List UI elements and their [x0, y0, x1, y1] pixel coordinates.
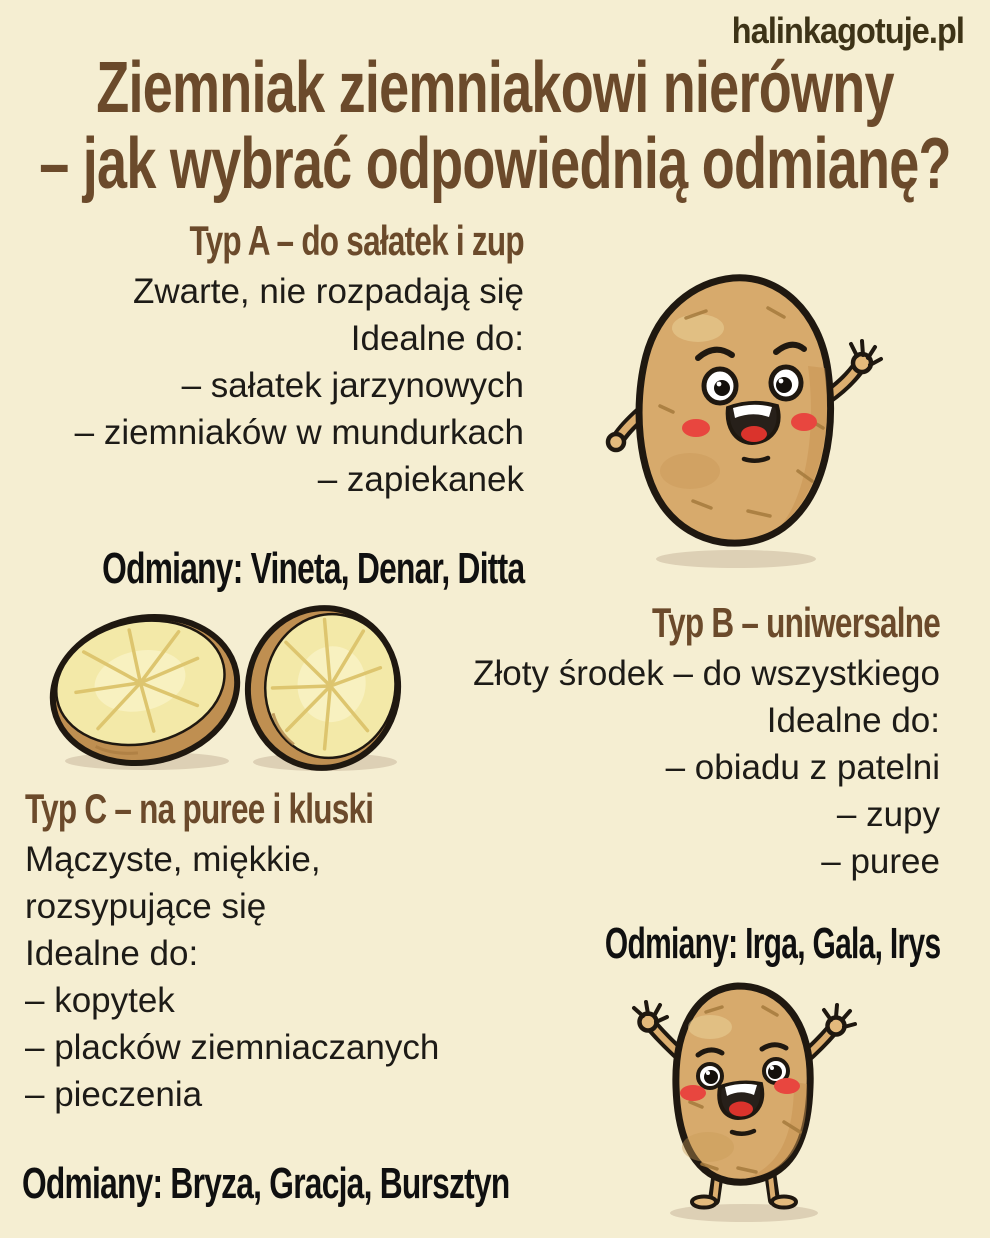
potato-halves-illustration — [25, 600, 420, 780]
typ-c-line: – pieczenia — [25, 1075, 203, 1114]
tongue — [729, 1102, 753, 1117]
typ-b-heading: Typ B – uniwersalne — [652, 599, 940, 646]
typ-a-line: – zapiekanek — [317, 460, 524, 499]
potato-shadow — [656, 550, 816, 568]
typ-a-line: – sałatek jarzynowych — [181, 366, 524, 405]
typ-c-body — [25, 836, 585, 1118]
typ-c-line: Mączyste, miękkie, — [25, 840, 321, 879]
typ-a-line: Idealne do: — [350, 319, 524, 358]
section-typ-c — [25, 785, 585, 1118]
page-title-line-2: – jak wybrać odpowiednią odmianę? — [39, 124, 951, 204]
typ-b-line: Idealne do: — [766, 701, 940, 740]
right-cheek — [774, 1078, 800, 1094]
potato-left-hand — [608, 434, 624, 450]
left-cheek — [682, 419, 710, 437]
site-logo — [706, 10, 964, 52]
typ-a-line: – ziemniaków w mundurkach — [74, 413, 524, 452]
typ-c-line: Idealne do: — [25, 934, 199, 973]
potato-shadow — [670, 1204, 818, 1222]
typ-c-heading: Typ C – na puree i kluski — [25, 785, 374, 832]
left-cheek — [680, 1085, 706, 1101]
typ-a-line: Zwarte, nie rozpadają się — [132, 272, 524, 311]
potato-half-left — [39, 600, 251, 780]
typ-b-line: – obiadu z patelni — [665, 748, 940, 787]
site-logo-text: halinkagotuje.pl — [731, 10, 964, 51]
potato-half-right — [238, 600, 409, 778]
typ-a-body — [0, 268, 524, 503]
typ-a-varieties: Odmiany: Vineta, Denar, Ditta — [101, 544, 524, 593]
typ-b-varieties: Odmiany: Irga, Gala, Irys — [604, 919, 940, 968]
typ-c-varieties: Odmiany: Bryza, Gracja, Bursztyn — [22, 1159, 510, 1208]
typ-b-line: – zupy — [836, 795, 940, 834]
typ-a-heading: Typ A – do sałatek i zup — [189, 217, 524, 264]
typ-c-line: – placków ziemniaczanych — [25, 1028, 440, 1067]
typ-b-line: Złoty środek – do wszystkiego — [473, 654, 940, 693]
typ-c-line: rozsypujące się — [25, 887, 267, 926]
typ-c-line: – kopytek — [25, 981, 175, 1020]
tongue — [741, 426, 767, 442]
page-title-line-1: Ziemniak ziemniakowi nierówny — [96, 48, 894, 128]
right-cheek — [791, 413, 817, 431]
section-typ-a — [0, 217, 524, 503]
potato-cheering-illustration — [598, 972, 890, 1238]
potato-waving-illustration — [598, 256, 898, 571]
typ-b-line: – puree — [821, 842, 940, 881]
